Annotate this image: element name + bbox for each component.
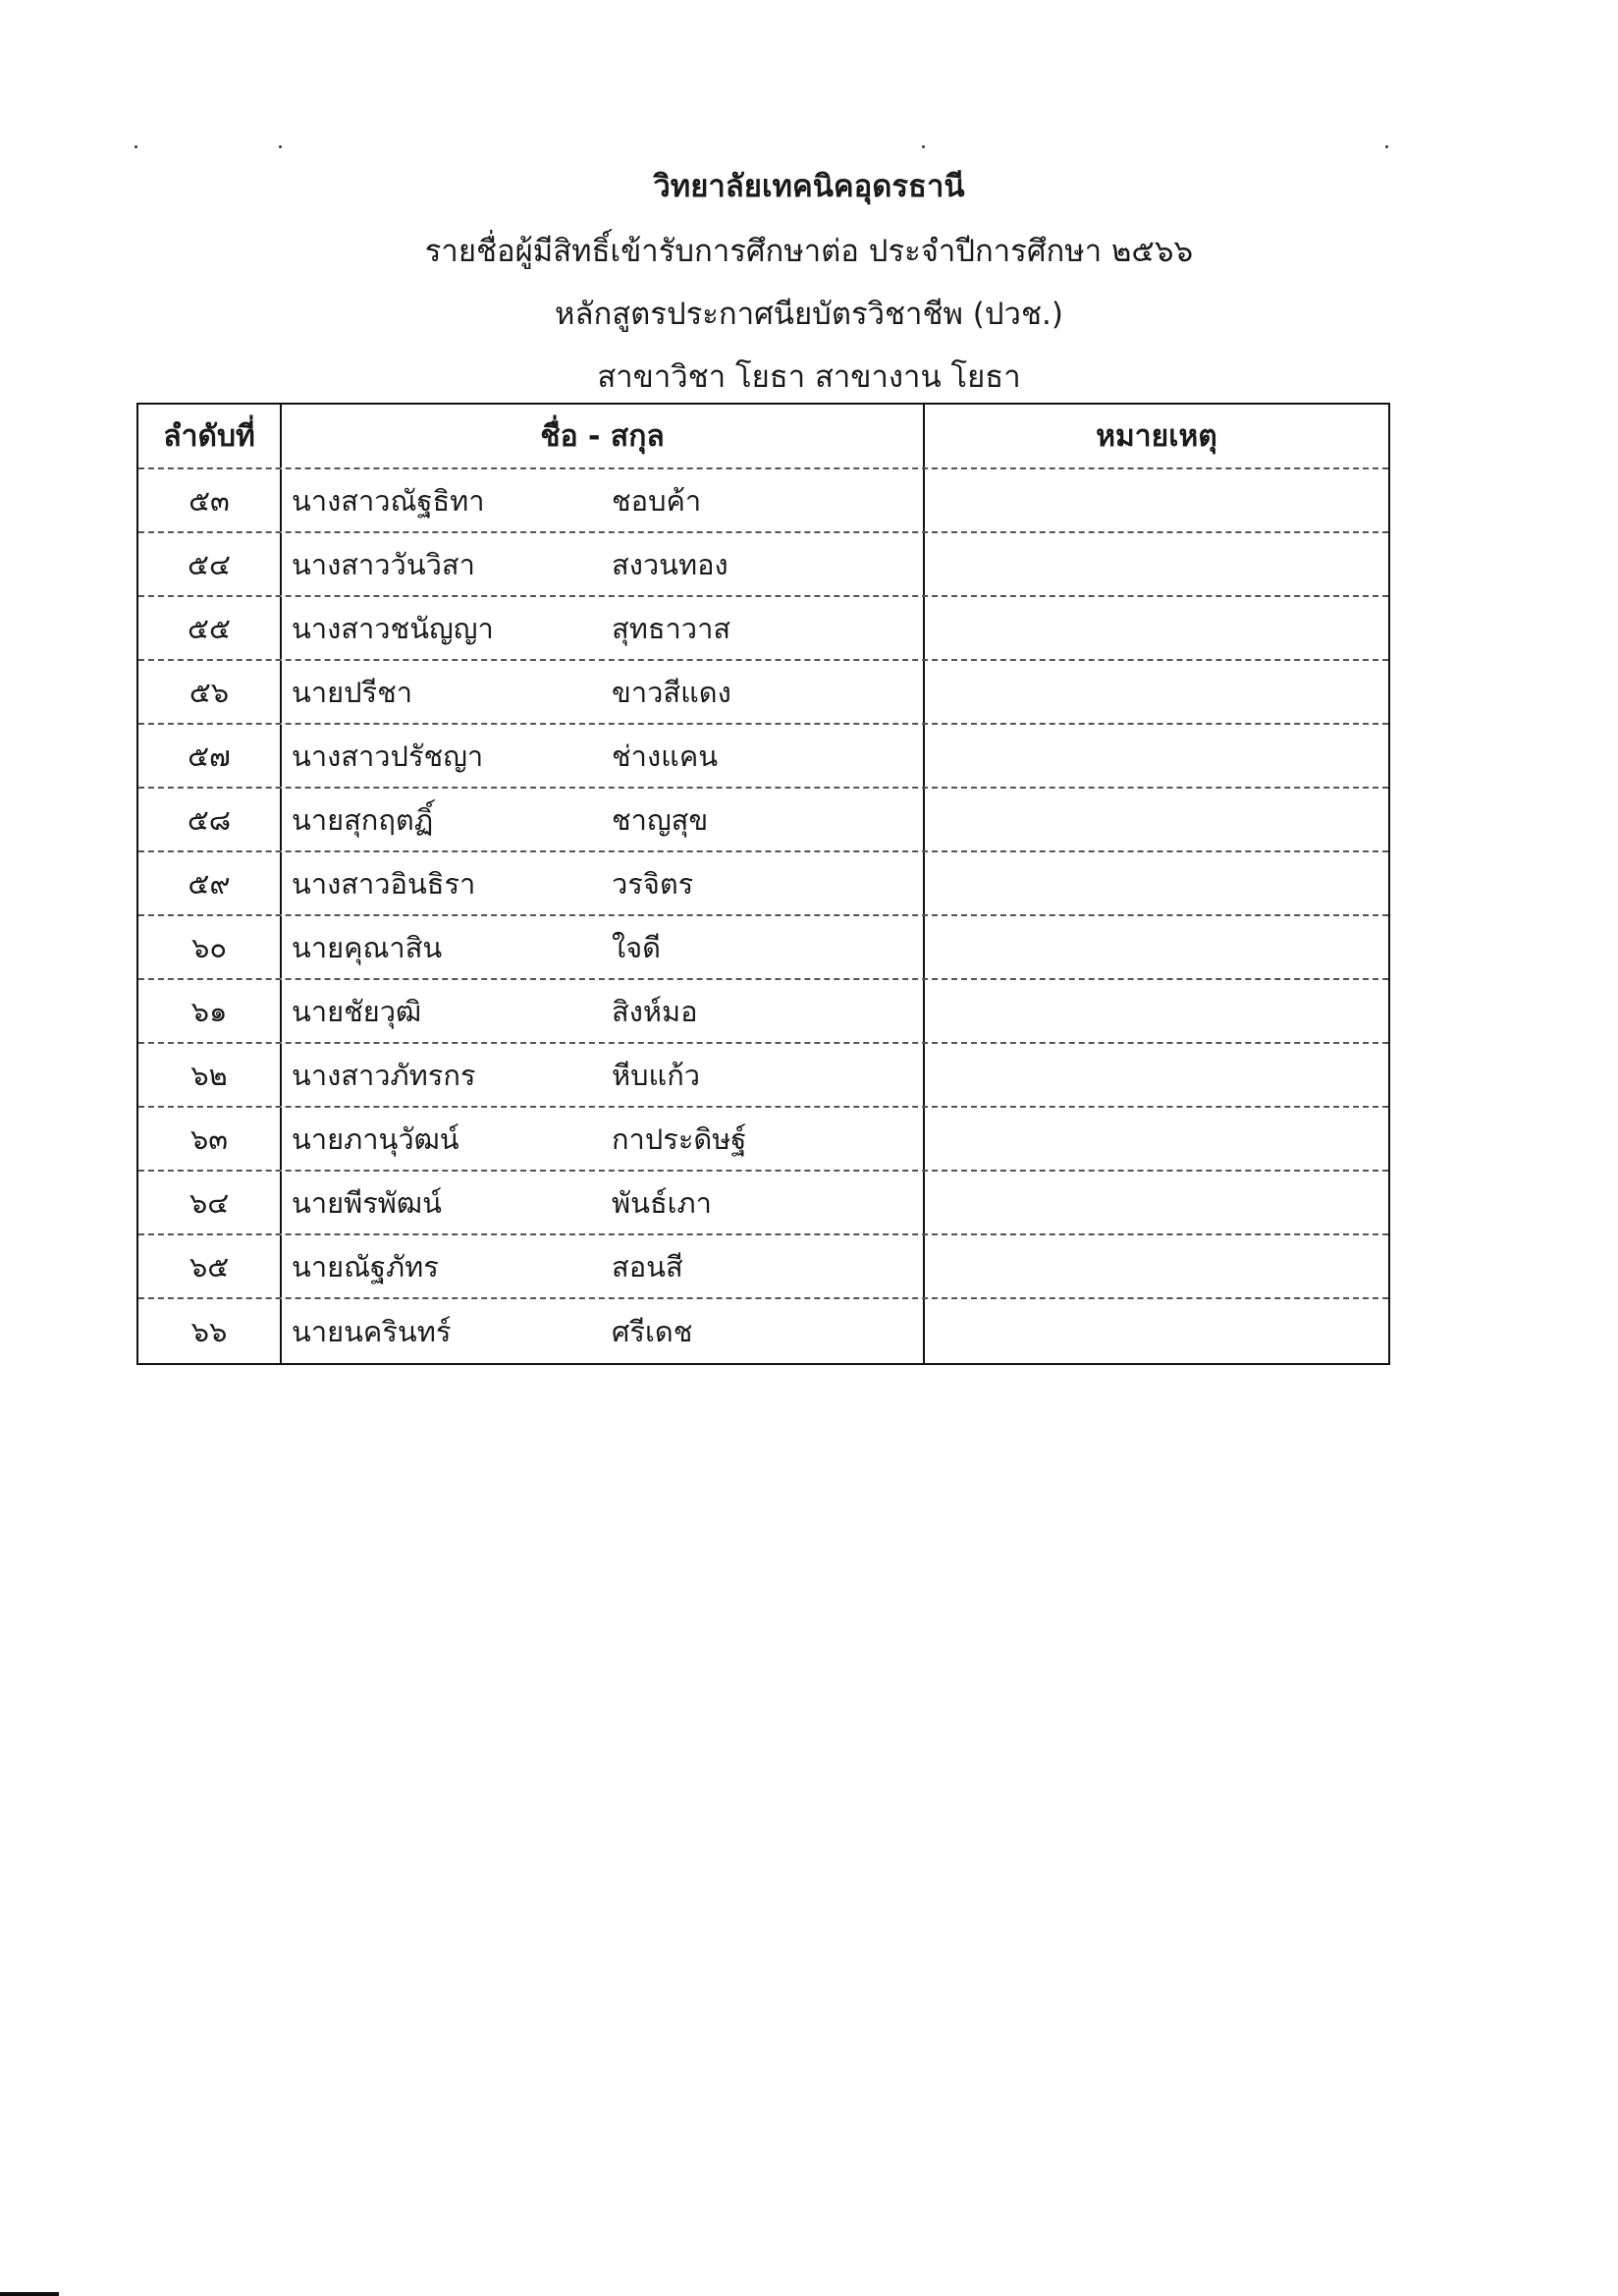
- column-header-name: ชื่อ - สกุล: [282, 405, 925, 467]
- row-first-name: นายคุณาสิน: [292, 930, 443, 964]
- row-number: ๕๗: [138, 725, 282, 787]
- row-note: [925, 469, 1388, 531]
- scan-speck: [135, 145, 137, 148]
- row-full-name: [282, 1235, 925, 1297]
- row-last-name: ศรีเดช: [612, 1314, 693, 1348]
- row-note: [925, 1235, 1388, 1297]
- table-row: [138, 916, 1388, 980]
- table-row: [138, 789, 1388, 852]
- program-name: หลักสูตรประกาศนียบัตรวิชาชีพ (ปวช.): [555, 297, 1063, 332]
- row-note: [925, 980, 1388, 1042]
- row-last-name: วรจิตร: [612, 866, 694, 901]
- row-number: ๕๓: [138, 469, 282, 531]
- row-full-name: [282, 1172, 925, 1233]
- row-first-name: นางสาวชนัญญา: [292, 611, 494, 645]
- table-row: [138, 1299, 1388, 1363]
- major-name: สาขาวิชา โยธา สาขางาน โยธา: [597, 359, 1021, 395]
- table-row: [138, 469, 1388, 533]
- row-last-name: ใจดี: [612, 930, 661, 964]
- student-list-table: [136, 403, 1390, 1365]
- row-note: [925, 597, 1388, 659]
- row-note: [925, 1044, 1388, 1106]
- scan-speck: [1385, 145, 1388, 148]
- row-note: [925, 1108, 1388, 1170]
- table-row: [138, 980, 1388, 1044]
- row-full-name: [282, 980, 925, 1042]
- row-note: [925, 789, 1388, 850]
- row-first-name: นางสาวณัฐธิทา: [292, 483, 485, 518]
- row-first-name: นางสาววันวิสา: [292, 547, 475, 581]
- table-row: [138, 1108, 1388, 1172]
- column-header-number: ลำดับที่: [138, 405, 282, 467]
- row-last-name: หีบแก้ว: [612, 1058, 701, 1092]
- table-row: [138, 725, 1388, 789]
- row-number: ๕๔: [138, 533, 282, 595]
- row-full-name: [282, 533, 925, 595]
- announcement-title: รายชื่อผู้มีสิทธิ์เข้ารับการศึกษาต่อ ประจำปีการศึกษา ๒๕๖๖: [424, 234, 1194, 269]
- table-row: [138, 597, 1388, 661]
- row-number: ๖๔: [138, 1172, 282, 1233]
- row-full-name: [282, 661, 925, 723]
- row-number: ๖๒: [138, 1044, 282, 1106]
- row-first-name: นายสุกฤตฏิ์: [292, 802, 434, 837]
- row-number: ๕๘: [138, 789, 282, 850]
- row-first-name: นายนครินทร์: [292, 1314, 452, 1348]
- row-number: ๕๕: [138, 597, 282, 659]
- row-last-name: สงวนทอง: [612, 547, 728, 581]
- row-full-name: [282, 1044, 925, 1106]
- table-header-row: [138, 405, 1388, 469]
- row-note: [925, 1299, 1388, 1363]
- row-note: [925, 725, 1388, 787]
- table-row: [138, 661, 1388, 725]
- row-note: [925, 916, 1388, 978]
- column-header-note: หมายเหตุ: [1096, 418, 1217, 454]
- row-number: ๖๕: [138, 1235, 282, 1297]
- table-row: [138, 1172, 1388, 1235]
- row-first-name: นางสาวอินธิรา: [292, 866, 476, 901]
- table-row: [138, 1235, 1388, 1299]
- college-name: วิทยาลัยเทคนิคอุดรธานี: [653, 169, 965, 204]
- row-full-name: [282, 916, 925, 978]
- row-note: [925, 1172, 1388, 1233]
- row-last-name: ขาวสีแดง: [612, 675, 731, 709]
- row-first-name: นายพีรพัฒน์: [292, 1185, 442, 1220]
- row-number: ๖๖: [138, 1299, 282, 1363]
- row-first-name: นายภานุวัฒน์: [292, 1121, 459, 1156]
- row-last-name: ชอบค้า: [612, 483, 702, 518]
- scan-speck: [922, 145, 925, 148]
- row-last-name: ช่างแคน: [612, 738, 719, 773]
- row-number: ๕๖: [138, 661, 282, 723]
- row-last-name: สุทธาวาส: [612, 611, 731, 645]
- row-full-name: [282, 469, 925, 531]
- table-row: [138, 533, 1388, 597]
- row-last-name: ชาญสุข: [612, 802, 709, 837]
- row-first-name: นายปรีชา: [292, 675, 413, 709]
- row-full-name: [282, 852, 925, 914]
- row-last-name: สิงห์มอ: [612, 994, 698, 1028]
- row-number: ๖๑: [138, 980, 282, 1042]
- row-full-name: [282, 1299, 925, 1363]
- table-row: [138, 852, 1388, 916]
- row-first-name: นางสาวภัทรกร: [292, 1058, 476, 1092]
- row-full-name: [282, 1108, 925, 1170]
- table-row: [138, 1044, 1388, 1108]
- row-note: [925, 661, 1388, 723]
- row-first-name: นางสาวปรัชญา: [292, 738, 484, 773]
- row-number: ๖๐: [138, 916, 282, 978]
- row-last-name: สอนสี: [612, 1249, 683, 1284]
- row-last-name: กาประดิษฐ์: [612, 1121, 747, 1156]
- row-full-name: [282, 789, 925, 850]
- table-body: [138, 469, 1388, 1363]
- row-last-name: พันธ์เภา: [612, 1185, 712, 1220]
- row-full-name: [282, 597, 925, 659]
- row-number: ๖๓: [138, 1108, 282, 1170]
- scan-edge-mark: [0, 2292, 59, 2296]
- row-first-name: นายณัฐภัทร: [292, 1249, 439, 1284]
- row-number: ๕๙: [138, 852, 282, 914]
- row-first-name: นายชัยวุฒิ: [292, 994, 422, 1028]
- row-full-name: [282, 725, 925, 787]
- scan-speck: [279, 145, 282, 148]
- row-note: [925, 852, 1388, 914]
- row-note: [925, 533, 1388, 595]
